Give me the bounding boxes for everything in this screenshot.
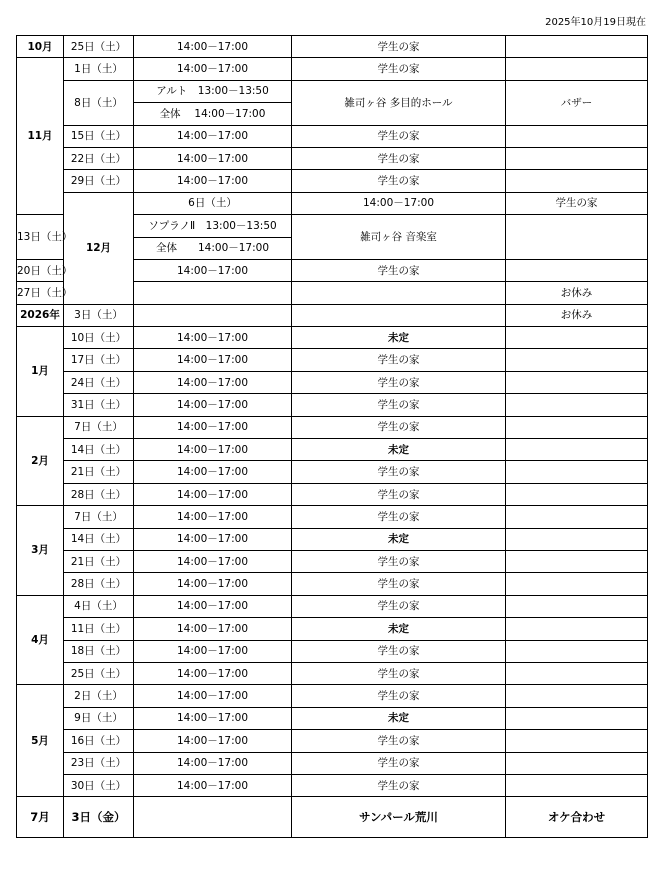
table-row	[17, 327, 648, 349]
place-cell: 学生の家	[292, 774, 506, 796]
month-cell: 12月	[64, 192, 134, 304]
note-cell	[506, 685, 648, 707]
date-cell: 6日（土）	[134, 192, 292, 214]
time-cell: 14:00－17:00	[134, 550, 292, 572]
place-cell: 学生の家	[292, 550, 506, 572]
note-cell	[506, 461, 648, 483]
table-row	[17, 192, 648, 214]
table-row	[17, 797, 648, 838]
date-cell: 29日（土）	[64, 170, 134, 192]
time-cell: 14:00－17:00	[134, 595, 292, 617]
time-cell: アルト 13:00－13:50	[134, 80, 292, 102]
note-cell: オケ合わせ	[506, 797, 648, 838]
time-cell: 14:00－17:00	[134, 685, 292, 707]
place-cell: 学生の家	[292, 416, 506, 438]
time-cell: 14:00－17:00	[134, 528, 292, 550]
time-cell: 14:00－17:00	[134, 170, 292, 192]
note-cell	[506, 640, 648, 662]
date-cell: 13日（土）	[17, 215, 64, 260]
date-cell: 3日（金）	[64, 797, 134, 838]
place-cell: 学生の家	[292, 506, 506, 528]
place-cell: 未定	[292, 707, 506, 729]
table-row	[17, 506, 648, 528]
date-cell: 9日（土）	[64, 707, 134, 729]
table-row	[17, 394, 648, 416]
place-cell: 学生の家	[292, 147, 506, 169]
time-cell: 14:00－17:00	[134, 349, 292, 371]
table-row	[17, 685, 648, 707]
place-cell: 学生の家	[292, 259, 506, 281]
note-cell	[506, 573, 648, 595]
note-cell	[506, 327, 648, 349]
time-cell: 14:00－17:00	[134, 461, 292, 483]
place-cell: 学生の家	[292, 752, 506, 774]
table-row	[17, 304, 648, 326]
date-cell: 2日（土）	[64, 685, 134, 707]
time-cell: 14:00－17:00	[134, 371, 292, 393]
place-cell: 未定	[292, 327, 506, 349]
place-cell: 学生の家	[292, 595, 506, 617]
table-row	[17, 550, 648, 572]
table-row	[17, 707, 648, 729]
place-cell: 未定	[292, 439, 506, 461]
note-cell	[506, 58, 648, 80]
note-cell	[506, 259, 648, 281]
time-cell: 14:00－17:00	[134, 147, 292, 169]
date-cell: 10日（土）	[64, 327, 134, 349]
place-cell	[292, 304, 506, 326]
date-cell: 3日（土）	[64, 304, 134, 326]
date-cell: 31日（土）	[64, 394, 134, 416]
month-cell: 3月	[17, 506, 64, 596]
date-cell: 7日（土）	[64, 506, 134, 528]
place-cell: サンパール荒川	[292, 797, 506, 838]
date-cell: 4日（土）	[64, 595, 134, 617]
date-cell: 8日（土）	[64, 80, 134, 125]
time-cell: 14:00－17:00	[134, 259, 292, 281]
time-cell: 14:00－17:00	[134, 327, 292, 349]
table-row	[17, 573, 648, 595]
time-cell: 14:00－17:00	[134, 483, 292, 505]
note-cell	[506, 394, 648, 416]
table-row	[17, 125, 648, 147]
month-cell: 1月	[17, 327, 64, 417]
date-cell: 17日（土）	[64, 349, 134, 371]
note-cell	[506, 125, 648, 147]
time-cell	[134, 282, 292, 304]
table-row	[17, 349, 648, 371]
as-of-date: 2025年10月19日現在	[545, 17, 646, 28]
note-cell	[506, 483, 648, 505]
note-cell	[506, 371, 648, 393]
table-row	[17, 416, 648, 438]
month-cell: 7月	[17, 797, 64, 838]
date-cell: 27日（土）	[17, 282, 64, 304]
place-cell: 学生の家	[292, 640, 506, 662]
note-cell	[506, 528, 648, 550]
time-cell: 14:00－17:00	[134, 707, 292, 729]
time-cell: 14:00－17:00	[134, 439, 292, 461]
date-cell: 21日（土）	[64, 550, 134, 572]
place-cell: 未定	[292, 528, 506, 550]
month-cell: 5月	[17, 685, 64, 797]
date-cell: 28日（土）	[64, 573, 134, 595]
place-cell: 学生の家	[292, 730, 506, 752]
place-cell: 学生の家	[506, 192, 648, 214]
table-row	[17, 662, 648, 684]
table-row	[17, 483, 648, 505]
note-cell: お休み	[506, 304, 648, 326]
date-cell: 22日（土）	[64, 147, 134, 169]
time-cell: 14:00－17:00	[134, 416, 292, 438]
place-cell: 学生の家	[292, 662, 506, 684]
place-cell: 学生の家	[292, 170, 506, 192]
table-row	[17, 528, 648, 550]
place-cell: 学生の家	[292, 483, 506, 505]
time-cell: 14:00－17:00	[134, 618, 292, 640]
time-cell: 全体 14:00－17:00	[134, 237, 292, 259]
note-cell	[506, 707, 648, 729]
table-row	[17, 461, 648, 483]
date-cell: 14日（土）	[64, 528, 134, 550]
time-cell: 14:00－17:00	[134, 394, 292, 416]
date-cell: 23日（土）	[64, 752, 134, 774]
note-cell	[506, 215, 648, 260]
year-cell: 2026年	[17, 304, 64, 326]
time-cell: 14:00－17:00	[134, 662, 292, 684]
date-cell: 25日（土）	[64, 662, 134, 684]
month-cell: 11月	[17, 58, 64, 215]
time-cell: 14:00－17:00	[134, 36, 292, 58]
date-cell: 14日（土）	[64, 439, 134, 461]
date-cell: 7日（土）	[64, 416, 134, 438]
note-cell	[506, 416, 648, 438]
time-cell: 14:00－17:00	[134, 640, 292, 662]
time-cell: 14:00－17:00	[134, 730, 292, 752]
table-row	[17, 36, 648, 58]
date-cell: 25日（土）	[64, 36, 134, 58]
table-row	[17, 439, 648, 461]
date-cell: 30日（土）	[64, 774, 134, 796]
time-cell: 14:00－17:00	[134, 125, 292, 147]
place-cell: 学生の家	[292, 125, 506, 147]
table-row	[17, 170, 648, 192]
place-cell: 雑司ヶ谷 多目的ホール	[292, 80, 506, 125]
date-cell: 24日（土）	[64, 371, 134, 393]
note-cell	[506, 349, 648, 371]
month-cell: 2月	[17, 416, 64, 506]
table-row	[17, 80, 648, 102]
table-row	[17, 752, 648, 774]
time-cell: 14:00－17:00	[134, 58, 292, 80]
time-cell: 14:00－17:00	[134, 506, 292, 528]
place-cell: 学生の家	[292, 573, 506, 595]
rehearsal-schedule-table	[16, 35, 648, 838]
place-cell	[292, 282, 506, 304]
note-cell	[506, 147, 648, 169]
note-cell	[506, 662, 648, 684]
table-row	[17, 371, 648, 393]
note-cell	[506, 506, 648, 528]
note-cell	[506, 730, 648, 752]
place-cell: 学生の家	[292, 461, 506, 483]
table-row	[17, 147, 648, 169]
table-row	[17, 640, 648, 662]
note-cell	[506, 595, 648, 617]
note-cell	[506, 170, 648, 192]
place-cell: 未定	[292, 618, 506, 640]
table-row	[17, 774, 648, 796]
date-cell: 16日（土）	[64, 730, 134, 752]
note-cell: お休み	[506, 282, 648, 304]
table-row	[17, 58, 648, 80]
place-cell: 雑司ヶ谷 音楽室	[292, 215, 506, 260]
note-cell	[506, 774, 648, 796]
note-cell	[506, 550, 648, 572]
date-cell: 11日（土）	[64, 618, 134, 640]
time-cell	[134, 304, 292, 326]
time-cell	[134, 797, 292, 838]
note-cell	[506, 36, 648, 58]
place-cell: 学生の家	[292, 371, 506, 393]
place-cell: 学生の家	[292, 58, 506, 80]
date-cell: 28日（土）	[64, 483, 134, 505]
month-cell: 4月	[17, 595, 64, 685]
note-cell	[506, 752, 648, 774]
time-cell: 14:00－17:00	[134, 752, 292, 774]
table-row	[17, 618, 648, 640]
time-cell: 全体 14:00－17:00	[134, 103, 292, 125]
place-cell: 学生の家	[292, 394, 506, 416]
time-cell: 14:00－17:00	[134, 573, 292, 595]
place-cell: 学生の家	[292, 36, 506, 58]
time-cell: 14:00－17:00	[292, 192, 506, 214]
date-cell: 15日（土）	[64, 125, 134, 147]
date-cell: 20日（土）	[17, 259, 64, 281]
note-cell	[506, 439, 648, 461]
place-cell: 学生の家	[292, 685, 506, 707]
note-cell: バザー	[506, 80, 648, 125]
date-cell: 1日（土）	[64, 58, 134, 80]
table-row	[17, 730, 648, 752]
time-cell: 14:00－17:00	[134, 774, 292, 796]
time-cell: ソプラノⅡ 13:00－13:50	[134, 215, 292, 237]
note-cell	[506, 618, 648, 640]
date-cell: 18日（土）	[64, 640, 134, 662]
date-cell: 21日（土）	[64, 461, 134, 483]
place-cell: 学生の家	[292, 349, 506, 371]
month-cell: 10月	[17, 36, 64, 58]
table-row	[17, 595, 648, 617]
